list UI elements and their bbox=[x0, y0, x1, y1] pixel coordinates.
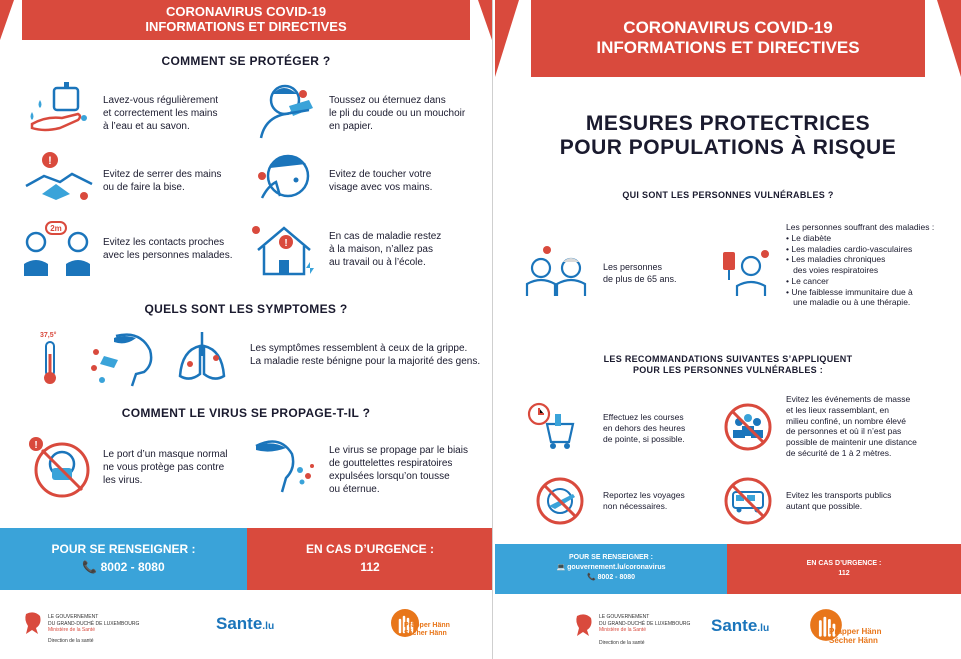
diseases-list: Les personnes souffrant des maladies : • Le diabète • Les maladies cardio-vasculaires • Les maladies chroniques des voies respiratoires • Le cancer • Une faiblesse immunitaire due à une maladie ou à une thérapie. bbox=[786, 222, 935, 308]
info-phone: 📞 8002 - 8080 bbox=[586, 573, 636, 581]
header-banner bbox=[0, 0, 492, 40]
gov-logo-text: LE GOUVERNEMENT DU GRAND-DUCHÉ DE LUXEMBOURG Ministère de la Santé bbox=[48, 614, 140, 633]
distance-label: 2m bbox=[50, 224, 62, 233]
direction-sante-text: Direction de la santé bbox=[599, 640, 645, 646]
sante-logo: Sante.lu bbox=[711, 616, 770, 635]
poster-right bbox=[495, 0, 961, 659]
info-title: POUR SE RENSEIGNER : bbox=[51, 542, 196, 556]
banner-line-2: INFORMATIONS ET DIRECTIVES bbox=[596, 37, 860, 57]
sneeze-elbow-icon bbox=[255, 80, 321, 140]
reco-text-2: Evitez les événements de masse et les lieux rassemblant, en milieu confiné, un nombre élevé de personnes et où il n’est pas possible de maintenir une distance de sécurité de 1 à 2 mètres. bbox=[786, 394, 917, 458]
handshake-icon bbox=[22, 150, 96, 208]
main-title: MESURES PROTECTRICES POUR POPULATIONS À RISQUE bbox=[559, 112, 897, 160]
droplets-icon bbox=[246, 436, 318, 496]
vulnerable-title: QUI SONT LES PERSONNES VULNÉRABLES ? bbox=[622, 190, 834, 200]
temperature-label: 37,5° bbox=[40, 332, 57, 339]
sante-logo: Sante.lu bbox=[216, 614, 275, 633]
elderly-text: Les personnes de plus de 65 ans. bbox=[603, 262, 677, 284]
urgent-box bbox=[247, 528, 493, 590]
protect-text-2: Toussez ou éternuez dans le pli du coude ou un mouchoir en papier. bbox=[329, 95, 466, 132]
distance-icon bbox=[20, 220, 96, 278]
face-touch-icon bbox=[254, 148, 316, 208]
urgent-number: 112 bbox=[838, 569, 850, 577]
thermometer-icon bbox=[40, 340, 60, 386]
reco-text-4: Evitez les transports publics autant que possible. bbox=[786, 490, 892, 512]
symptoms-title: QUELS SONT LES SYMPTOMES ? bbox=[144, 302, 348, 316]
no-crowd-icon bbox=[723, 402, 773, 452]
lion-crest-icon bbox=[573, 612, 595, 636]
info-box bbox=[0, 528, 247, 590]
hand-wash-icon bbox=[26, 82, 96, 137]
spread-text-2: Le virus se propage par le biais de gouttelettes respiratoires expulsées lorsqu’on tousse ou éternue. bbox=[329, 445, 468, 495]
prepper-logo-text: Präpper Hänn Sécher Hänn bbox=[829, 627, 882, 645]
svg-text:!: ! bbox=[284, 238, 288, 249]
symptoms-text: Les symptômes ressemblent à ceux de la grippe. La maladie reste bénigne pour la majorité des gens. bbox=[250, 343, 481, 367]
prepper-logo-text: Präpper Hänn Sécher Hänn bbox=[404, 622, 450, 637]
urgent-title: EN CAS D’URGENCE : bbox=[806, 560, 882, 567]
lion-crest-icon bbox=[22, 610, 44, 634]
lungs-icon bbox=[174, 328, 230, 384]
direction-sante-text: Direction de la santé bbox=[48, 638, 94, 644]
reco-title: LES RECOMMANDATIONS SUIVANTES S’APPLIQUENT POUR LES PERSONNES VULNÉRABLES : bbox=[603, 354, 853, 376]
reco-text-3: Reportez les voyages non nécessaires. bbox=[603, 490, 685, 512]
patient-icon bbox=[721, 246, 775, 298]
info-phone: 📞 8002 - 8080 bbox=[82, 560, 165, 574]
gov-logo-text: LE GOUVERNEMENT DU GRAND-DUCHÉ DE LUXEMBOURG Ministère de la Santé bbox=[599, 614, 691, 633]
urgent-number: 112 bbox=[360, 560, 380, 574]
info-web: 💻 gouvernement.lu/coronavirus bbox=[556, 563, 666, 571]
stay-home-icon bbox=[248, 220, 318, 278]
banner-line-2: INFORMATIONS ET DIRECTIVES bbox=[145, 18, 347, 34]
protect-text-1: Lavez-vous régulièrement et correctement les mains à l’eau et au savon. bbox=[103, 95, 219, 132]
urgent-box bbox=[727, 544, 961, 594]
cough-face-icon bbox=[88, 328, 158, 388]
reco-text-1: Effectuez les courses en dehors des heures de pointe, si possible. bbox=[603, 412, 686, 445]
svg-text:!: ! bbox=[34, 440, 38, 451]
urgent-title: EN CAS D’URGENCE : bbox=[305, 542, 434, 556]
info-title: POUR SE RENSEIGNER : bbox=[568, 554, 653, 561]
no-bus-icon bbox=[723, 476, 773, 526]
banner-line-1: CORONAVIRUS COVID-19 bbox=[623, 18, 833, 37]
elderly-icon bbox=[523, 244, 589, 298]
header-banner bbox=[495, 0, 961, 77]
protect-title: COMMENT SE PROTÉGER ? bbox=[161, 54, 331, 68]
protect-text-3: Evitez de serrer des mains ou de faire la bise. bbox=[103, 169, 222, 193]
banner-line-1: CORONAVIRUS COVID-19 bbox=[165, 4, 327, 19]
shopping-icon bbox=[525, 400, 577, 450]
svg-text:!: ! bbox=[48, 155, 52, 167]
spread-text-1: Le port d’un masque normal ne vous protège pas contre les virus. bbox=[103, 449, 228, 486]
spread-title: COMMENT LE VIRUS SE PROPAGE-T-IL ? bbox=[121, 406, 371, 420]
no-travel-icon bbox=[535, 476, 585, 526]
info-box bbox=[495, 544, 727, 594]
protect-text-6: En cas de maladie restez à la maison, n’allez pas au travail ou à l’école. bbox=[329, 231, 442, 268]
protect-text-4: Evitez de toucher votre visage avec vos mains. bbox=[329, 169, 433, 193]
no-mask-icon bbox=[28, 436, 94, 498]
protect-text-5: Evitez les contacts proches avec les personnes malades. bbox=[103, 237, 233, 261]
